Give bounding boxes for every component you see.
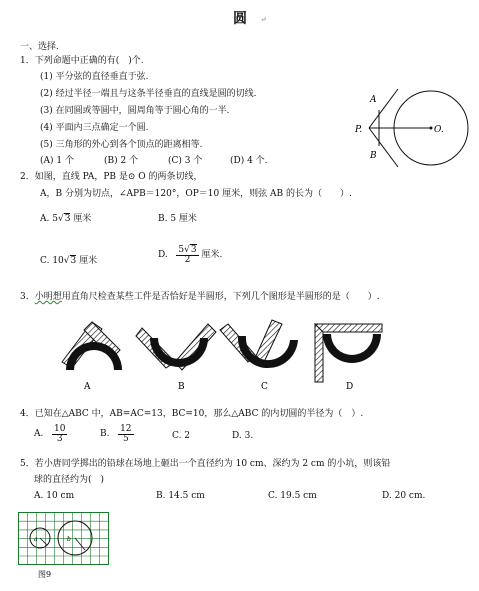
q5-stem: 5．若小唐同学掷出的铅球在场地上砸出一个直径约为 10 cm、深约为 2 cm 的小坑，则该铅 bbox=[20, 459, 391, 469]
q2-option-c: C. 10√3 厘米 bbox=[40, 256, 98, 266]
q4-option-a-label: A. bbox=[34, 429, 44, 439]
figure-b bbox=[136, 324, 216, 370]
grid-figure-9 bbox=[18, 512, 113, 567]
q4-stem: 4．已知在△ABC 中，AB=AC=13，BC=10，那么△ABC 的内切圆的半径为（ ）. bbox=[20, 409, 364, 419]
q5-option-b: B. 14.5 cm bbox=[156, 491, 205, 501]
q2-option-a-coef: 5 bbox=[52, 214, 58, 224]
q3-stem-prefix: 3． bbox=[20, 292, 35, 302]
paragraph-mark: ↵ bbox=[260, 15, 267, 24]
figure-a bbox=[62, 322, 122, 370]
q5-line2: 球的直径约为( ) bbox=[34, 475, 105, 485]
q2-option-c-coef: 10 bbox=[52, 256, 64, 266]
q5-option-c: C. 19.5 cm bbox=[268, 491, 317, 501]
q1-item-2: (2) 经过半径一端且与这条半径垂直的直线是圆的切线. bbox=[40, 89, 257, 99]
q2-option-c-label: C. bbox=[40, 256, 50, 266]
figure-c bbox=[220, 320, 298, 368]
figure-caption: 图9 bbox=[38, 570, 52, 579]
q2-option-a: A. 5√3 厘米 bbox=[40, 214, 92, 224]
q2-option-c-radicand: 3 bbox=[70, 256, 77, 266]
q4-option-a bbox=[34, 425, 67, 444]
q1-item-5: (5) 三角形的外心到各个顶点的距离相等. bbox=[40, 140, 203, 150]
center-dot bbox=[430, 127, 433, 130]
label-o: O. bbox=[434, 125, 444, 135]
q2-option-a-unit: 厘米 bbox=[73, 214, 92, 224]
q1-item-3: (3) 在同圆或等圆中，圆周角等于圆心角的一半. bbox=[40, 106, 230, 116]
q4-option-a-num: 10 bbox=[53, 424, 66, 434]
q2-option-d bbox=[158, 246, 222, 265]
q4-option-a-fraction bbox=[52, 425, 67, 444]
q2-option-c-unit: 厘米 bbox=[79, 256, 98, 266]
q1-option-d: (D) 4 个. bbox=[230, 156, 268, 166]
label-b: B bbox=[370, 151, 377, 161]
tangent-pb bbox=[369, 128, 398, 167]
q2-option-b: B. 5 厘米 bbox=[158, 214, 197, 224]
q3-stem-rest: 用直角尺检查某些工件是否恰好是半圆形，下列几个图形是半圆形的是（ ）. bbox=[61, 292, 380, 302]
fig-label-b: B bbox=[178, 382, 185, 392]
q2-option-d-unit: 厘米. bbox=[201, 250, 223, 260]
q4-option-c: C. 2 bbox=[172, 431, 191, 441]
q1-option-a: (A) 1 个 bbox=[40, 156, 74, 166]
fig9-label-a: a bbox=[34, 536, 38, 543]
fig-label-d: D bbox=[346, 382, 354, 392]
q4-option-b-fraction bbox=[118, 425, 133, 444]
q2-option-d-den: 2 bbox=[184, 255, 191, 265]
q4-option-b bbox=[100, 425, 134, 444]
q2-stem: 2．如图，直线 PA，PB 是⊙ O 的两条切线， bbox=[20, 172, 203, 182]
q1-item-1: (1) 平分弦的直径垂直于弦. bbox=[40, 72, 149, 82]
label-p: P. bbox=[355, 125, 363, 135]
q2-option-d-fraction: $\frac{5√3}{2}$ bbox=[178, 245, 197, 265]
label-a: A bbox=[370, 95, 377, 105]
fig-label-c: C bbox=[261, 382, 268, 392]
q2-option-a-radicand: 3 bbox=[64, 214, 71, 224]
q4-option-b-label: B. bbox=[100, 429, 110, 439]
q3-stem-underlined: 小明想 bbox=[34, 292, 62, 302]
q1-option-c: (C) 3 个 bbox=[168, 156, 203, 166]
page-title: 圆 bbox=[233, 11, 247, 27]
q1-stem: 1．下列命题中正确的有( )个. bbox=[20, 56, 144, 66]
tangent-circle-figure bbox=[350, 85, 470, 175]
figure-d bbox=[315, 324, 382, 382]
q4-option-d: D. 3. bbox=[232, 431, 254, 441]
q5-option-a: A. 10 cm bbox=[34, 491, 75, 501]
q2-option-d-num-coef: 5 bbox=[178, 245, 185, 255]
q2-option-a-label: A. bbox=[40, 214, 50, 224]
q4-option-b-num: 12 bbox=[120, 424, 132, 434]
q4-option-b-den: 5 bbox=[122, 434, 129, 444]
q4-option-a-den: 3 bbox=[56, 434, 63, 444]
q1-option-b: (B) 2 个 bbox=[104, 156, 139, 166]
q5-option-d: D. 20 cm. bbox=[382, 491, 426, 501]
semicircle-check-figure bbox=[60, 310, 400, 392]
q2-line2: A，B 分别为切点，∠APB＝120°，OP＝10 厘米，则弦 AB 的长为（ ）. bbox=[40, 189, 352, 199]
fig-label-a: A bbox=[84, 382, 91, 392]
q2-option-d-num-radicand: 3 bbox=[190, 245, 197, 255]
fig9-label-b: b bbox=[67, 536, 71, 543]
section-heading: 一、选择. bbox=[20, 42, 59, 52]
q2-option-d-label: D. bbox=[158, 250, 168, 260]
q3-stem bbox=[20, 293, 380, 302]
q1-item-4: (4) 平面内三点确定一个圆. bbox=[40, 123, 149, 133]
